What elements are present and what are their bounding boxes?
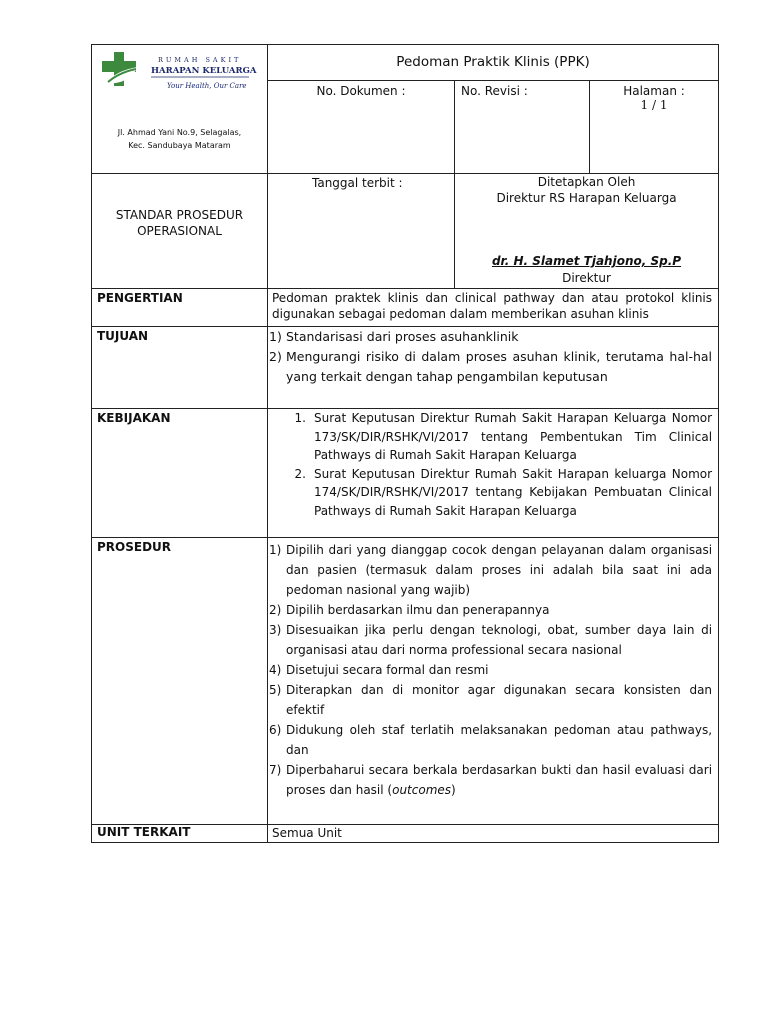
hospital-name-line1: RUMAH SAKIT (158, 56, 242, 64)
signature-cell (455, 174, 719, 289)
hospital-address: Jl. Ahmad Yani No.9, Selagalas, Kec. Sandubaya Mataram (117, 128, 242, 150)
pengertian-label: PENGERTIAN (92, 289, 268, 327)
halaman-cell (590, 81, 719, 174)
prosedur-item-4: 4) Disetujui secara formal dan resmi (269, 663, 489, 677)
no-revisi-cell (455, 81, 590, 174)
kebijakan-label: KEBIJAKAN (92, 409, 268, 538)
prosedur-item-6: 6) Didukung oleh staf terlatih melaksanakan pedoman atau pathways, dan (269, 723, 713, 757)
no-dokumen-label: No. Dokumen : (316, 84, 406, 99)
tujuan-item-2: 2) Mengurangi risiko di dalam proses asuhan klinik, terutama hal-hal yang terkait dengan tahap pengambilan keputusan (269, 349, 713, 384)
hospital-tagline: Your Health, Our Care (167, 82, 247, 90)
signer-name: dr. H. Slamet Tjahjono, Sp.P (491, 254, 682, 268)
prosedur-item-7: 7) Diperbaharui secara berkala berdasarkan bukti dan hasil evaluasi dari proses dan hasil (outcomes) (269, 763, 713, 797)
kebijakan-item-2: 2. Surat Keputusan Direktur Rumah Sakit Harapan keluarga Nomor 174/SK/DIR/RSHK/VI/2017 tentang Kebijakan Pembuatan Clinical Pathways di Rumah Sakit Harapan Keluarga (294, 466, 713, 518)
hospital-identity-cell (92, 45, 268, 174)
pengertian-text: Pedoman praktek klinis dan clinical pathway dan atau protokol klinis digunakan sebagai pedoman dalam memberikan asuhan klinis (268, 289, 719, 327)
hospital-logo (92, 47, 268, 107)
kebijakan-content (268, 409, 719, 538)
tanggal-terbit-label: Tanggal terbit : (312, 176, 403, 190)
ditetapkan-direktur: Direktur RS Harapan Keluarga (496, 191, 677, 205)
ditetapkan-oleh: Ditetapkan Oleh (537, 175, 636, 189)
hospital-name-line2: HARAPAN KELUARGA (151, 66, 257, 76)
sop-table (91, 44, 719, 843)
sop-label-cell: STANDAR PROSEDUR OPERASIONAL (92, 174, 268, 289)
prosedur-item-5: 5) Diterapkan dan di monitor agar digunakan secara konsisten dan efektif (269, 683, 713, 717)
no-dokumen-cell (268, 81, 455, 174)
document-title: Pedoman Praktik Klinis (PPK) (268, 45, 719, 81)
sop-document (91, 44, 718, 843)
prosedur-item-2: 2) Dipilih berdasarkan ilmu dan penerapannya (269, 603, 550, 617)
cross-leaf-icon (102, 52, 138, 86)
kebijakan-item-1: 1. Surat Keputusan Direktur Rumah Sakit Harapan Keluarga Nomor 173/SK/DIR/RSHK/VI/2017 tentang Pembentukan Tim Clinical Pathways di Rumah Sakit Harapan Keluarga (294, 411, 713, 462)
unit-terkait-text: Semua Unit (268, 825, 719, 843)
tujuan-content (268, 327, 719, 409)
prosedur-content (268, 538, 719, 825)
tujuan-item-1: 1) Standarisasi dari proses asuhanklinik (269, 329, 519, 344)
outcomes-term: outcomes (392, 783, 452, 797)
no-revisi-label: No. Revisi : (461, 84, 528, 99)
tujuan-label: TUJUAN (92, 327, 268, 409)
halaman-value: 1 / 1 (640, 98, 668, 113)
unit-terkait-label: UNIT TERKAIT (92, 825, 268, 843)
prosedur-label: PROSEDUR (92, 538, 268, 825)
signer-title: Direktur (562, 271, 611, 285)
tanggal-terbit-cell (268, 174, 455, 289)
prosedur-item-1: 1) Dipilih dari yang dianggap cocok dengan pelayanan dalam organisasi dan pasien (termasuk dalam proses ini adalah bila saat ini ada pedoman nasional yang wajib) (269, 543, 713, 597)
halaman-label: Halaman : (623, 84, 685, 99)
prosedur-item-3: 3) Disesuaikan jika perlu dengan teknologi, obat, sumber daya lain di organisasi atau dari norma professional secara nasional (269, 623, 713, 657)
